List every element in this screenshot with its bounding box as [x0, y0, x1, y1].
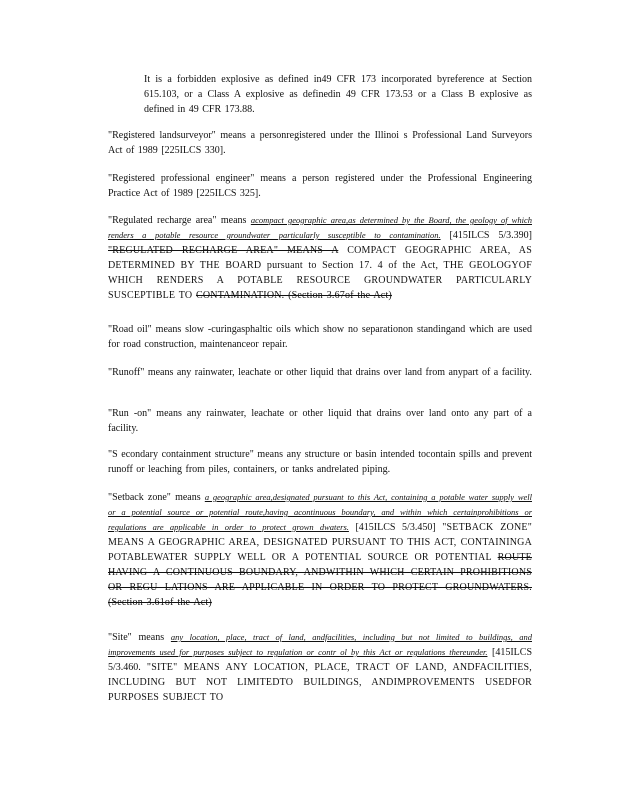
term-lead: "Site" means [108, 632, 171, 643]
deleted-text-tail: CONTAMINATION. (Section 3.67of the Act) [195, 290, 392, 301]
definition-registered-land-surveyor [108, 128, 532, 158]
deleted-text-tail: ROUTE HAVING A CONTINUOUS BOUNDARY, ANDWITHIN WHICH CERTAIN PROHIBITIONS OR REGU LATIONS ARE APPLICABLE IN ORDER TO PROTECT GROUNDWATERS.(Section 3.61of the Act) [108, 552, 532, 608]
definition-runoff [108, 365, 532, 380]
paragraph-explosive [144, 72, 532, 117]
added-statutory-text: any location, place, tract of land, andfacilities, including but not limited to buildings, and improvements used for purposes subject to regulation or contr ol by this Act or regulations thereunder. [108, 632, 532, 657]
term-lead: "Regulated recharge area" means [108, 215, 251, 226]
paragraph-text: "Runoff" means any rainwater, leachate or other liquid that drains over land from anypart of a facility. [108, 367, 532, 378]
paragraph-text: "Road oil" means slow -curingasphaltic oils which show no separationon standingand which are used for road construction, maintenanceor repair. [108, 324, 532, 350]
paragraph-text: It is a forbidden explosive as defined in49 CFR 173 incorporated byreference at Section 615.103, or a Class A explosive as definedin 49 CFR 173.53 or a Class B explosive as defined in 49 CFR 173.88. [144, 74, 532, 115]
deleted-text: "REGULATED RECHARGE AREA" MEANS A [108, 245, 339, 256]
existing-text: COMPACT GEOGRAPHIC AREA, AS DETERMINED BY THE BOARD pursuant to Section 17. 4 of the Act, THE GEOLOGYOF WHICH RENDERS A POTABLE RESOURCE GROUNDWATER PARTICULARLY SUSCEPTIBLE TO [108, 245, 532, 301]
existing-text: "SITE" MEANS ANY LOCATION, PLACE, TRACT OF LAND, ANDFACILITIES, INCLUDING BUT NOT LIMITEDTO BUILDINGS, ANDIMPROVEMENTS USEDFOR PURPOSES SUBJECT TO [108, 662, 532, 703]
statute-citation: [415ILCS 5/3.460. [108, 647, 533, 673]
added-statutory-text: a geographic area,designated pursuant to this Act, containing a potable water supply well or a potential source or potential route,having acontinuous boundary, and within which certainprohibitions or regulations are applicable in order to protect grown dwaters. [108, 492, 532, 532]
definition-road-oil [108, 322, 532, 352]
added-statutory-text: acompact geographic area,as determined by the Board, the geology of which renders a potable resource groundwater particularly susceptible to contamination. [108, 215, 532, 240]
term-lead: "Setback zone" means [108, 492, 205, 503]
definition-regulated-recharge-area [108, 213, 532, 303]
statute-citation: [415ILCS 5/3.390] [440, 230, 532, 241]
statute-citation: [415ILCS 5/3.450] [348, 522, 443, 533]
paragraph-text: "Registered landsurveyor" means a personregistered under the Illinoi s Professional Land Surveyors Act of 1989 [225ILCS 330]. [108, 130, 532, 156]
paragraph-text: "S econdary containment structure" means any structure or basin intended tocontain spills and prevent runoff or leaching from piles, containers, or tanks andrelated piping. [108, 449, 532, 475]
definition-site [108, 630, 532, 705]
paragraph-text: "Run -on" means any rainwater, leachate or other liquid that drains over land onto any part of a facility. [108, 408, 532, 434]
definition-registered-professional-engineer [108, 171, 532, 201]
paragraph-text: "Registered professional engineer" means a person registered under the Professional Engineering Practice Act of 1989 [225ILCS 325]. [108, 173, 532, 199]
definition-secondary-containment-structure [108, 447, 532, 477]
definition-setback-zone [108, 490, 532, 610]
existing-text: "SETBACK ZONE" MEANS A GEOGRAPHIC AREA, DESIGNATED PURSUANT TO THIS ACT, CONTAININGA POTABLEWATER SUPPLY WELL OR A POTENTIAL SOURCE OR POTENTIAL [108, 522, 532, 563]
definition-run-on [108, 406, 532, 436]
